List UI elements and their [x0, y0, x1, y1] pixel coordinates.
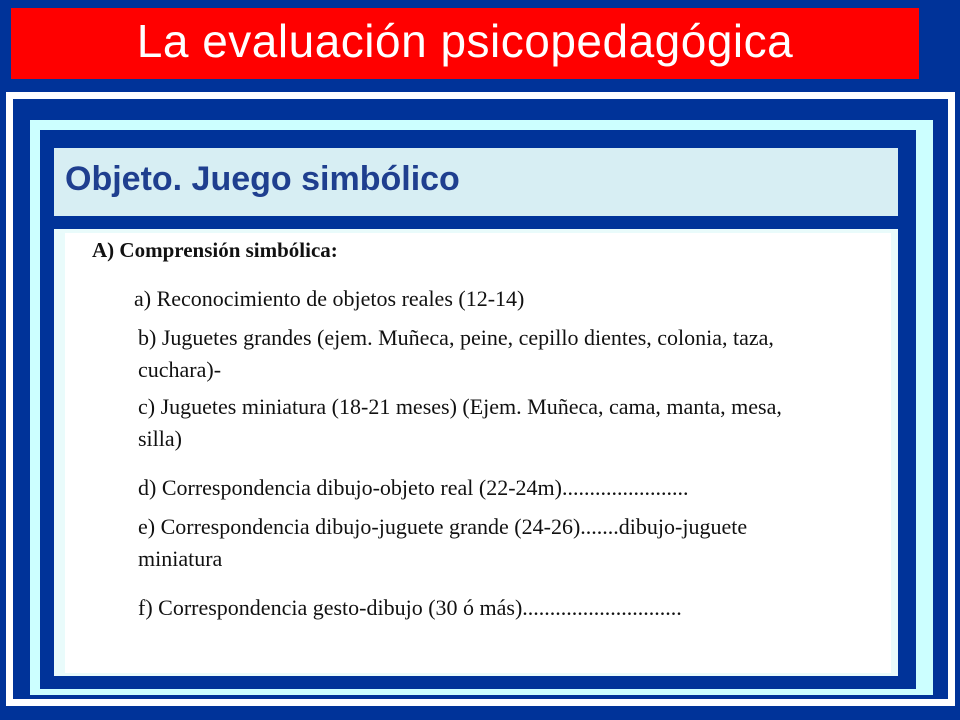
list-item-c: c) Juguetes miniatura (18-21 meses) (Ejem. Muñeca, cama, manta, mesa, silla) [138, 394, 782, 451]
list-item-a: a) Reconocimiento de objetos reales (12-14) [134, 286, 525, 311]
list-item-d: d) Correspondencia dibujo-objeto real (22-24m)....................... [138, 475, 689, 500]
section-label: A) Comprensión simbólica: [92, 238, 338, 262]
heading-box [54, 148, 898, 216]
title-banner [11, 8, 919, 79]
list-item-e: e) Correspondencia dibujo-juguete grande (24-26).......dibujo-juguete miniatura [138, 514, 748, 571]
section-heading: Objeto. Juego simbólico [65, 160, 460, 198]
list-item-f: f) Correspondencia gesto-dibujo (30 ó más)............................. [138, 595, 682, 620]
list-item-b: b) Juguetes grandes (ejem. Muñeca, peine, cepillo dientes, colonia, taza, cuchara)- [138, 325, 774, 382]
slide-title: La evaluación psicopedagógica [136, 14, 794, 67]
